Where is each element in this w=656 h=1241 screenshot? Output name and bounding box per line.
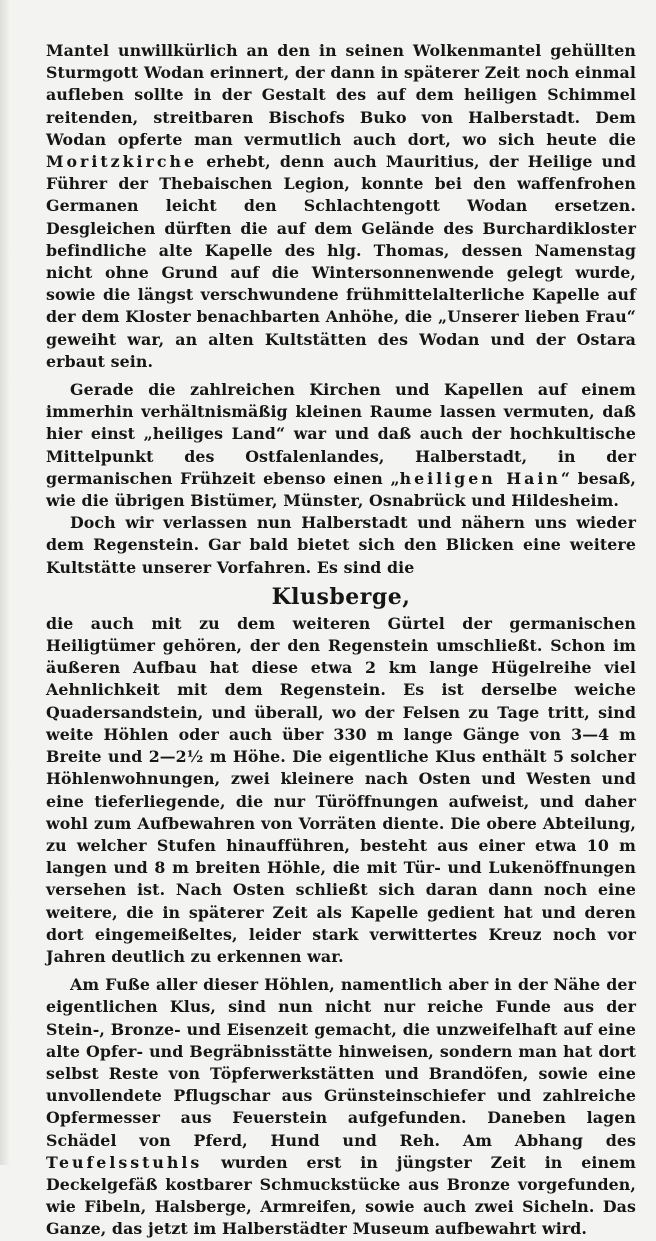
section-heading-klusberge: Klusberge, — [271, 583, 411, 610]
p2-text-a: Gerade die zahlreichen Kirchen und Kapellen auf einem immerhin verhältnismäßig kleinen Raume lassen vermuten, daß hier einst „heiliges Land“ war und daß auch der hochkultische Mittelpunkt des Ostfalenlandes, Halberstadt, in der germanischen Frühzeit ebenso einen „ — [46, 380, 636, 488]
p5-spaced-teufelsstuhls: Teufelsstuhls — [46, 1152, 203, 1172]
page-edge-shadow — [0, 0, 10, 1165]
p1-text-a: Mantel unwillkürlich an den in seinen Wolkenmantel gehüllten Sturmgott Wodan erinnert, der dann in späterer Zeit noch einmal aufleben sollte in der Gestalt des auf dem heiligen Schimmel reitenden, streitbaren Bischofs Buko von Halberstadt. Dem Wodan opferte man vermutlich auch dort, wo sich heute die — [46, 41, 636, 149]
p2-text-b: “ besaß, wie die übrigen Bistümer, Münster, Osnabrück und Hildesheim. — [46, 468, 636, 511]
p1-text-b: erhebt, denn auch Mauritius, der Heilige und Führer der Thebaischen Legion, konnte bei den waffenfrohen Germanen leicht den Schlachtengott Wodan ersetzen. Desgleichen dürften die auf dem Gelände des Burchardikloster befindliche alte Kapelle des hlg. Thomas, dessen Namenstag nicht ohne Grund auf die Wintersonnenwende gelegt wurde, sowie die längst verschwundene frühmittelalterliche Kapelle auf der dem Kloster benachbarten Anhöhe, die „Unserer lieben Frau“ geweiht war, an alten Kultstätten des Wodan und der Ostara erbaut sein. — [46, 152, 636, 371]
paragraph-regenstein — [46, 512, 636, 579]
p5-text-b: wurden erst in jüngster Zeit in einem Deckelgefäß kostbarer Schmuckstücke aus Bronze vorgefunden, wie Fibeln, Halsberge, Armreifen, sowie auch zwei Sicheln. Das Ganze, das jetzt im Halberstädter Museum aufbewahrt wird. — [46, 1152, 636, 1239]
p3-text: Doch wir verlassen nun Halberstadt und nähern uns wieder dem Regenstein. Gar bald bietet sich den Blicken eine weitere Kultstätte unserer Vorfahren. Es sind die — [46, 513, 636, 577]
p5-text-a: Am Fuße aller dieser Höhlen, namentlich aber in der Nähe der eigentlichen Klus, sind nun nicht nur reiche Funde aus der Stein-, Bronze- und Eisenzeit gemacht, die unzweifelhaft auf eine alte Opfer- und Begräbnisstätte hinweisen, sondern man hat dort selbst Reste von Töpferwerkstätten und Brandöfen, sowie eine unvollendete Pflugschar aus Grünsteinschiefer und zahlreiche Opfermesser aus Feuerstein aufgefunden. Daneben lagen Schädel von Pferd, Hund und Reh. Am Abhang des — [46, 975, 636, 1150]
p2-spaced-heiligen-hain: heiligen Hain — [399, 468, 561, 488]
p1-spaced-moritzkirche: Moritzkirche — [46, 152, 198, 172]
p4-text: die auch mit zu dem weiteren Gürtel der germanischen Heiligtümer gehören, der den Regenstein umschließt. Schon im äußeren Aufbau hat diese etwa 2 km lange Hügelreihe viel Aehnlichkeit mit dem Regenstein. Es ist derselbe weiche Quadersandstein, und überall, wo der Felsen zu Tage tritt, sind weite Höhlen oder auch über 330 m lange Gänge von 3—4 m Breite und 2—2½ m Höhe. Die eigentliche Klus enthält 5 solcher Höhlenwohnungen, zwei kleinere nach Osten und Westen und eine tieferliegende, die nur Türöffnungen aufweist, und daher wohl zum Aufbewahren von Vorräten diente. Die obere Abteilung, zu welcher Stufen hinaufführen, besteht aus einer etwa 10 m langen und 8 m breiten Höhle, die mit Tür- und Lukenöffnungen versehen ist. Nach Osten schließt sich daran dann noch eine weitere, die in späterer Zeit als Kapelle gedient hat und deren dort eingemeißeltes, leider stark verwittertes Kreuz noch vor Jahren deutlich zu erkennen war. — [46, 613, 636, 966]
text-column — [46, 40, 636, 1241]
paragraph-klusberge-description — [46, 613, 636, 968]
paragraph-wodan-intro — [46, 40, 636, 373]
paragraph-funde — [46, 974, 636, 1240]
paragraph-heiliges-land — [46, 379, 636, 512]
